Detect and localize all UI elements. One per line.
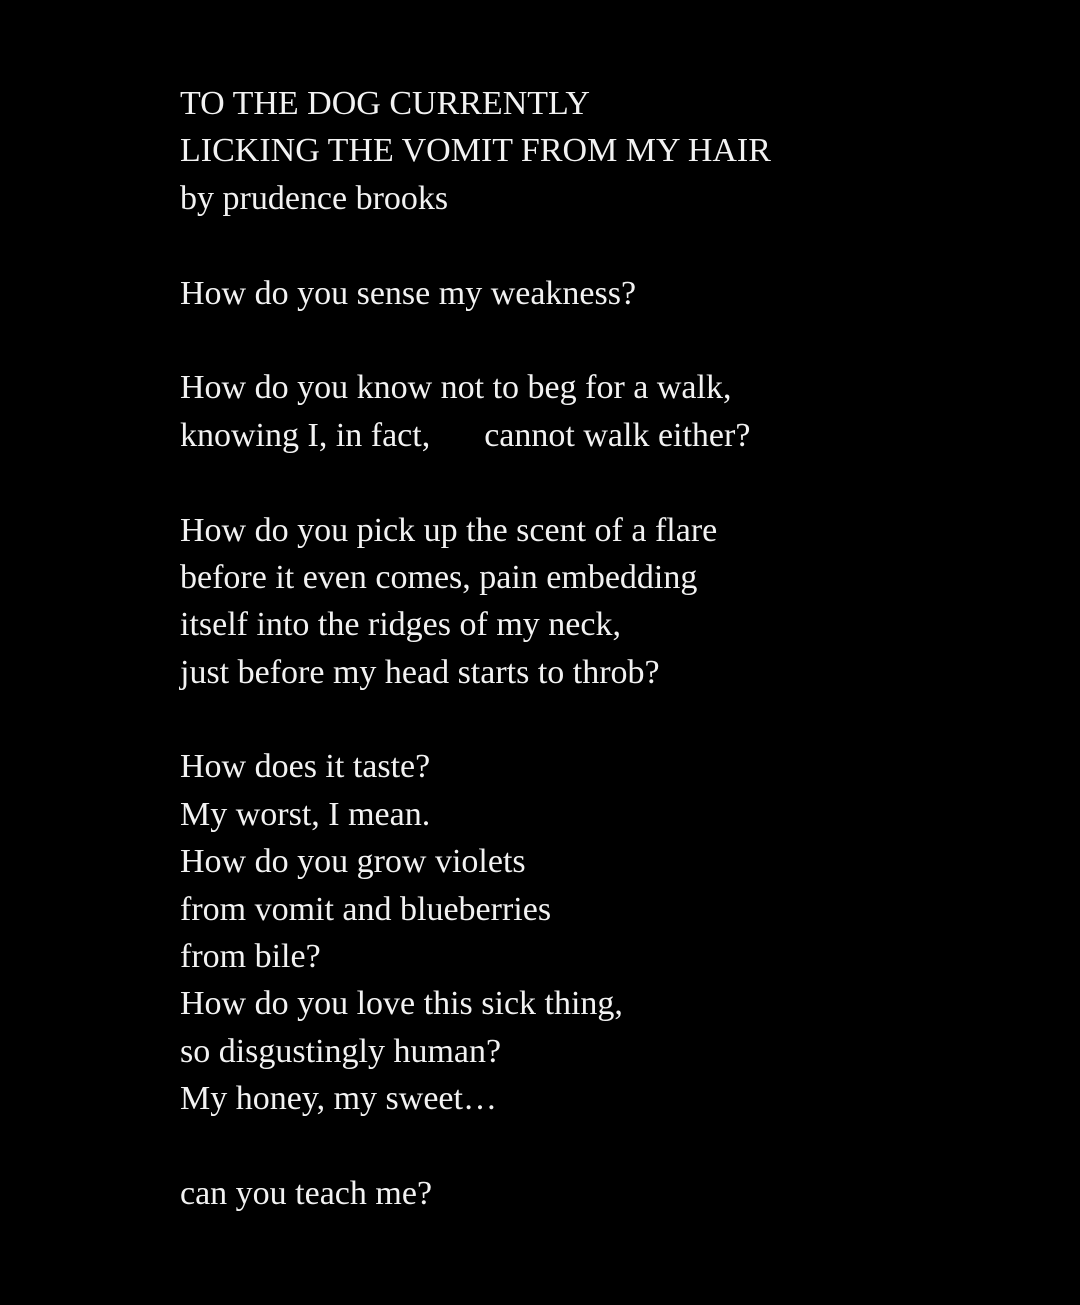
stanza-4-line-1: How does it taste? [180, 748, 431, 786]
stanza-2-line-1: How do you know not to beg for a walk, [180, 369, 732, 407]
stanza-break [180, 1123, 1040, 1170]
closing-line: can you teach me? [180, 1174, 433, 1212]
stanza-2-line-2 [180, 412, 1040, 459]
stanza-4-line-5: from bile? [180, 938, 321, 976]
stanza-4-line-4: from vomit and blueberries [180, 890, 552, 928]
poem-title-line-1: TO THE DOG CURRENTLY [180, 85, 590, 122]
poem [180, 80, 1040, 1217]
stanza-break [180, 459, 1040, 506]
poem-byline: by prudence brooks [180, 179, 449, 217]
stanza-3-line-3: itself into the ridges of my neck, [180, 606, 621, 644]
stanza-break [180, 696, 1040, 743]
stanza-4-line-2: My worst, I mean. [180, 795, 431, 833]
stanza-break [180, 317, 1040, 364]
stanza-1-line-1: How do you sense my weakness? [180, 274, 637, 312]
poem-title-line-2: LICKING THE VOMIT FROM MY HAIR [180, 132, 771, 170]
stanza-3-line-2: before it even comes, pain embedding [180, 558, 698, 596]
stanza-4-line-7: so disgustingly human? [180, 1032, 502, 1070]
stanza-2-line-2-part-2: cannot walk either? [484, 416, 751, 454]
stanza-4-line-8: My honey, my sweet… [180, 1080, 497, 1118]
stanza-break [180, 222, 1040, 269]
stanza-3-line-4: just before my head starts to throb? [180, 653, 660, 691]
stanza-3-line-1: How do you pick up the scent of a flare [180, 511, 718, 549]
stanza-4-line-6: How do you love this sick thing, [180, 985, 623, 1023]
stanza-4-line-3: How do you grow violets [180, 843, 526, 881]
stanza-2-line-2-part-1: knowing I, in fact, [180, 416, 431, 454]
